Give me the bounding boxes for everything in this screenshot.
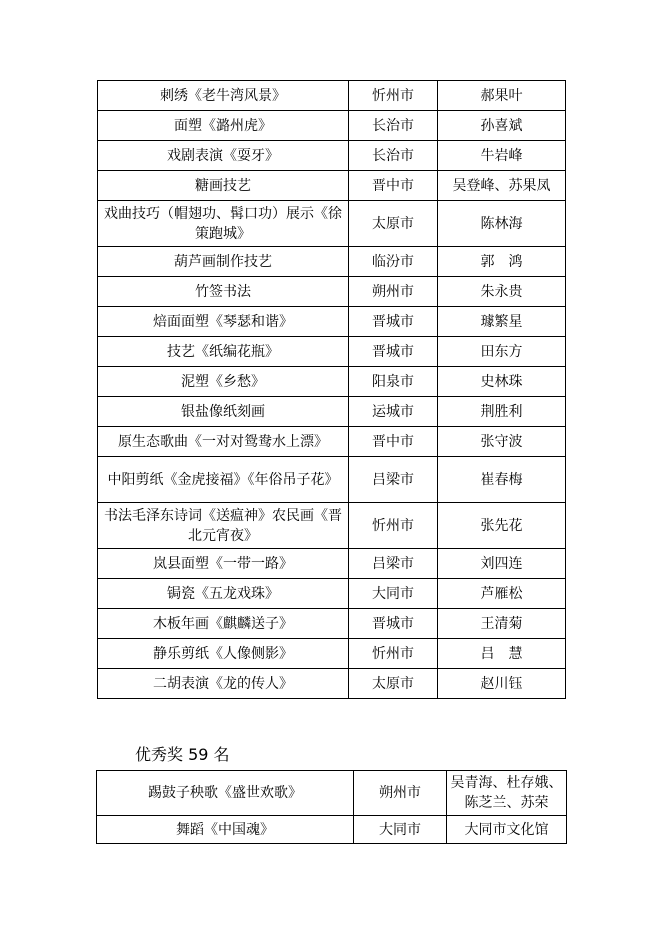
person-cell: 孙喜斌 — [438, 111, 566, 141]
city-cell: 晋中市 — [349, 171, 438, 201]
city-cell: 太原市 — [349, 669, 438, 699]
program-cell: 木板年画《麒麟送子》 — [98, 609, 349, 639]
table-row — [98, 669, 566, 699]
table-row — [98, 111, 566, 141]
program-cell: 踢鼓子秧歌《盛世欢歌》 — [97, 771, 354, 816]
person-cell: 田东方 — [438, 337, 566, 367]
section-title: 优秀奖 59 名 — [135, 745, 230, 764]
program-cell: 银盐像纸刻画 — [98, 397, 349, 427]
person-cell: 陈林海 — [438, 201, 566, 247]
city-cell: 长治市 — [349, 111, 438, 141]
table-row — [98, 337, 566, 367]
program-cell: 面塑《潞州虎》 — [98, 111, 349, 141]
city-cell: 晋城市 — [349, 307, 438, 337]
table-row — [97, 816, 567, 844]
table-row — [98, 141, 566, 171]
person-cell: 史林珠 — [438, 367, 566, 397]
table-row — [98, 247, 566, 277]
program-cell: 锔瓷《五龙戏珠》 — [98, 579, 349, 609]
city-cell: 忻州市 — [349, 81, 438, 111]
table-row — [98, 397, 566, 427]
person-cell: 芦雁松 — [438, 579, 566, 609]
program-cell: 戏曲技巧（帽翅功、髯口功）展示《徐策跑城》 — [98, 201, 349, 247]
city-cell: 忻州市 — [349, 639, 438, 669]
table-row — [98, 579, 566, 609]
person-cell: 崔春梅 — [438, 457, 566, 503]
program-cell: 焙面面塑《琴瑟和谐》 — [98, 307, 349, 337]
program-cell: 岚县面塑《一带一路》 — [98, 549, 349, 579]
excellence-award-table — [96, 770, 567, 844]
program-cell: 技艺《纸编花瓶》 — [98, 337, 349, 367]
person-cell: 张先花 — [438, 503, 566, 549]
city-cell: 晋城市 — [349, 609, 438, 639]
city-cell: 晋城市 — [349, 337, 438, 367]
table-row — [98, 457, 566, 503]
program-cell: 原生态歌曲《一对对鸳鸯水上漂》 — [98, 427, 349, 457]
person-cell: 大同市文化馆 — [447, 816, 567, 844]
program-cell: 静乐剪纸《人像侧影》 — [98, 639, 349, 669]
program-cell: 葫芦画制作技艺 — [98, 247, 349, 277]
city-cell: 大同市 — [354, 816, 447, 844]
person-cell: 朱永贵 — [438, 277, 566, 307]
table-row — [98, 427, 566, 457]
city-cell: 太原市 — [349, 201, 438, 247]
table-row — [98, 307, 566, 337]
city-cell: 忻州市 — [349, 503, 438, 549]
program-cell: 中阳剪纸《金虎接福》《年俗吊子花》 — [98, 457, 349, 503]
person-cell: 牛岩峰 — [438, 141, 566, 171]
city-cell: 长治市 — [349, 141, 438, 171]
table-row — [98, 639, 566, 669]
person-cell: 张守波 — [438, 427, 566, 457]
city-cell: 吕梁市 — [349, 457, 438, 503]
program-cell: 二胡表演《龙的传人》 — [98, 669, 349, 699]
city-cell: 运城市 — [349, 397, 438, 427]
program-cell: 刺绣《老牛湾风景》 — [98, 81, 349, 111]
table-row — [98, 503, 566, 549]
city-cell: 朔州市 — [354, 771, 447, 816]
program-cell: 戏剧表演《耍牙》 — [98, 141, 349, 171]
program-cell: 书法毛泽东诗词《送瘟神》农民画《晋北元宵夜》 — [98, 503, 349, 549]
table-row — [98, 277, 566, 307]
person-cell: 吴青海、杜存娥、陈芝兰、苏荣 — [447, 771, 567, 816]
city-cell: 晋中市 — [349, 427, 438, 457]
city-cell: 临汾市 — [349, 247, 438, 277]
city-cell: 朔州市 — [349, 277, 438, 307]
city-cell: 大同市 — [349, 579, 438, 609]
table-row — [98, 201, 566, 247]
person-cell: 吴登峰、苏果凤 — [438, 171, 566, 201]
program-cell: 糖画技艺 — [98, 171, 349, 201]
person-cell: 王清菊 — [438, 609, 566, 639]
table-row — [98, 367, 566, 397]
person-cell: 郭 鸿 — [438, 247, 566, 277]
person-cell: 璩繁星 — [438, 307, 566, 337]
person-cell: 郝果叶 — [438, 81, 566, 111]
table-row — [98, 171, 566, 201]
table-row — [98, 549, 566, 579]
table-row — [98, 81, 566, 111]
program-cell: 竹签书法 — [98, 277, 349, 307]
person-cell: 赵川钰 — [438, 669, 566, 699]
city-cell: 阳泉市 — [349, 367, 438, 397]
person-cell: 荆胜利 — [438, 397, 566, 427]
program-cell: 舞蹈《中国魂》 — [97, 816, 354, 844]
person-cell: 刘四连 — [438, 549, 566, 579]
program-cell: 泥塑《乡愁》 — [98, 367, 349, 397]
person-cell: 吕 慧 — [438, 639, 566, 669]
table-row — [98, 609, 566, 639]
city-cell: 吕梁市 — [349, 549, 438, 579]
award-table — [97, 80, 566, 699]
table-row — [97, 771, 567, 816]
